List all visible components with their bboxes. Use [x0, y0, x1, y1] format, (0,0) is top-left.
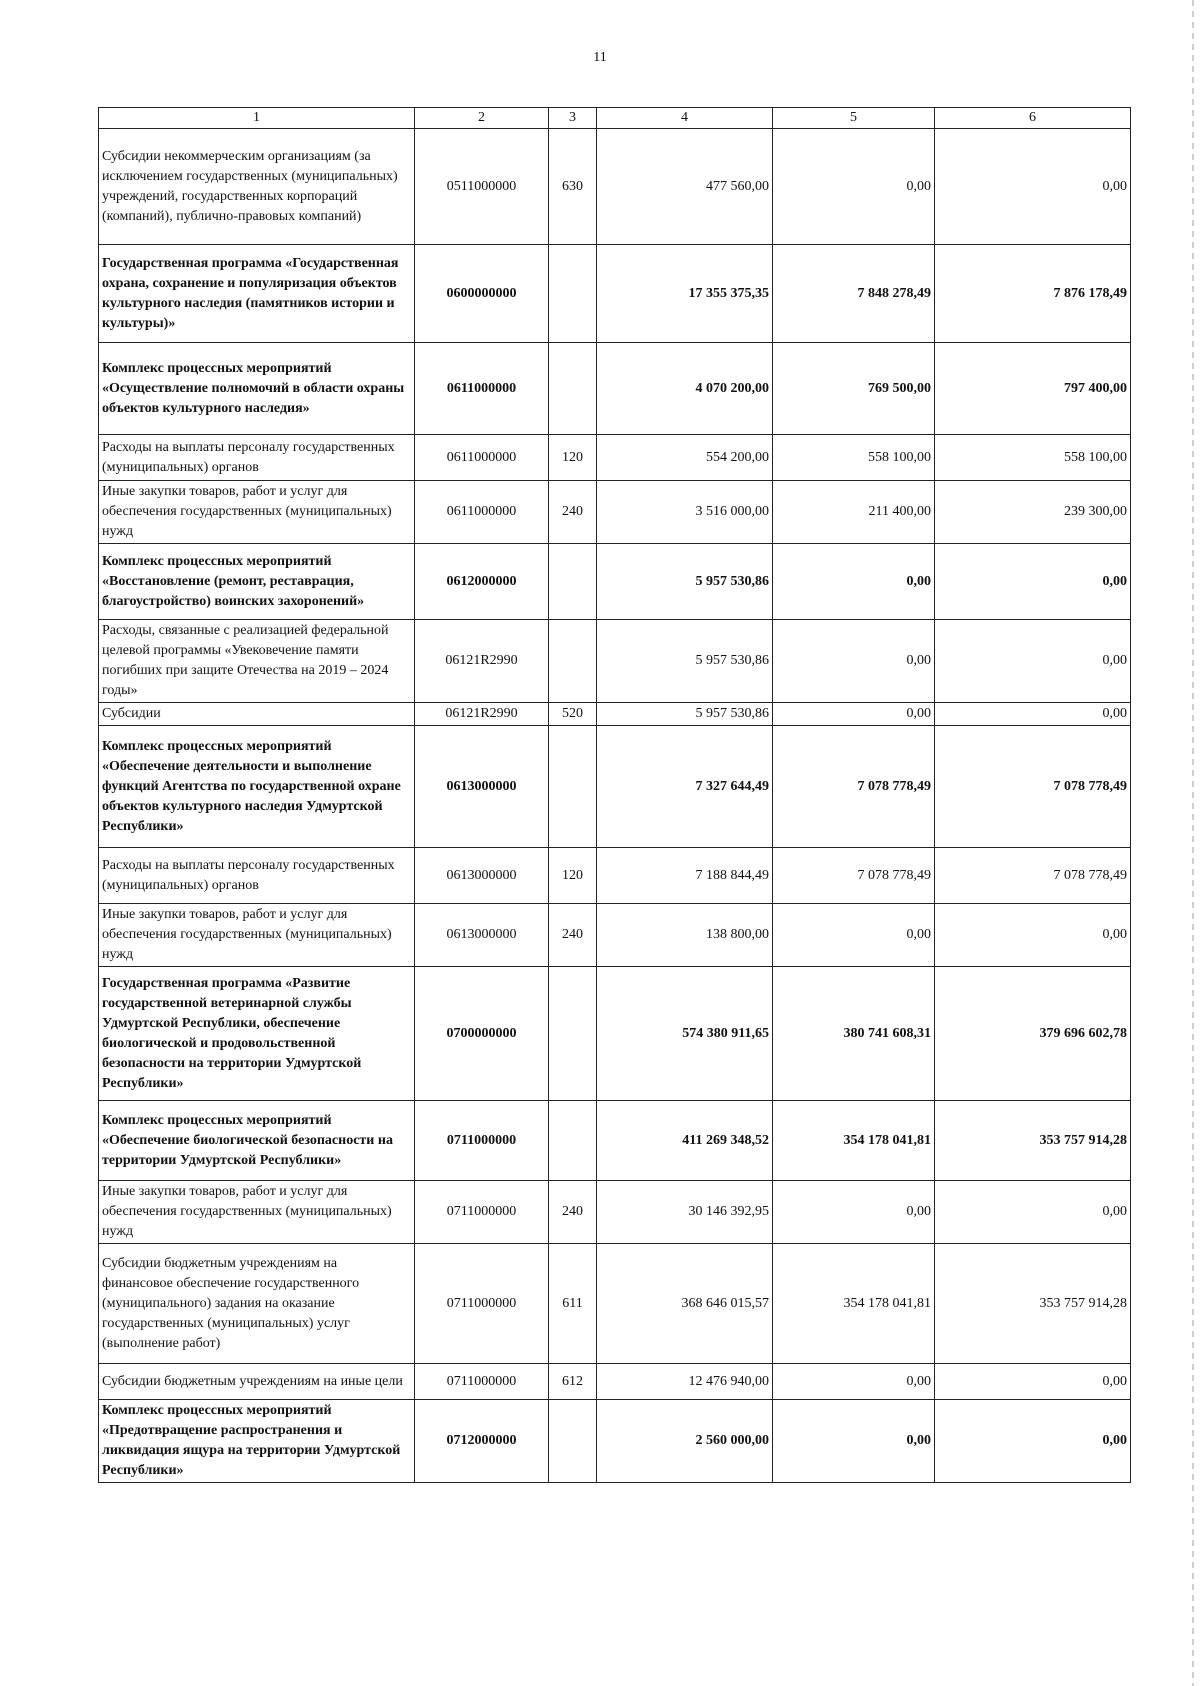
amount-2023-cell: 7 078 778,49 [773, 726, 935, 848]
target-code-cell: 0711000000 [415, 1244, 549, 1364]
amount-2024-cell: 0,00 [935, 129, 1131, 245]
item-name-cell: Субсидии бюджетным учреждениям на иные цели [99, 1364, 415, 1400]
table-row [99, 620, 1131, 703]
amount-2024-cell: 7 078 778,49 [935, 726, 1131, 848]
expense-type-cell: 630 [549, 129, 597, 245]
amount-2024-cell: 558 100,00 [935, 435, 1131, 481]
target-code-cell: 0700000000 [415, 967, 549, 1101]
amount-2023-cell: 0,00 [773, 1181, 935, 1244]
amount-2022-cell: 4 070 200,00 [597, 343, 773, 435]
amount-2024-cell: 0,00 [935, 544, 1131, 620]
expense-type-cell: 240 [549, 1181, 597, 1244]
amount-2024-cell: 797 400,00 [935, 343, 1131, 435]
target-code-cell: 0711000000 [415, 1364, 549, 1400]
amount-2022-cell: 17 355 375,35 [597, 245, 773, 343]
item-name-cell: Иные закупки товаров, работ и услуг для обеспечения государственных (муниципальных) нужд [99, 1181, 415, 1244]
expense-type-cell: 120 [549, 848, 597, 904]
item-name-cell: Расходы на выплаты персоналу государственных (муниципальных) органов [99, 435, 415, 481]
expense-type-cell [549, 1400, 597, 1483]
amount-2023-cell: 7 848 278,49 [773, 245, 935, 343]
target-code-cell: 0613000000 [415, 848, 549, 904]
target-code-cell: 0600000000 [415, 245, 549, 343]
table-row [99, 848, 1131, 904]
scan-edge-artifact [1192, 0, 1194, 1686]
target-code-cell: 0613000000 [415, 904, 549, 967]
item-name-cell: Иные закупки товаров, работ и услуг для обеспечения государственных (муниципальных) нужд [99, 904, 415, 967]
item-name-cell: Комплекс процессных мероприятий «Осуществление полномочий в области охраны объектов культурного наследия» [99, 343, 415, 435]
target-code-cell: 0712000000 [415, 1400, 549, 1483]
column-header: 1 [99, 108, 415, 129]
amount-2022-cell: 5 957 530,86 [597, 703, 773, 726]
target-code-cell: 0612000000 [415, 544, 549, 620]
amount-2023-cell: 0,00 [773, 544, 935, 620]
table-row [99, 967, 1131, 1101]
amount-2023-cell: 0,00 [773, 703, 935, 726]
amount-2023-cell: 0,00 [773, 904, 935, 967]
target-code-cell: 0611000000 [415, 435, 549, 481]
table-row [99, 904, 1131, 967]
table-row [99, 435, 1131, 481]
target-code-cell: 0511000000 [415, 129, 549, 245]
amount-2023-cell: 0,00 [773, 620, 935, 703]
amount-2024-cell: 353 757 914,28 [935, 1101, 1131, 1181]
amount-2022-cell: 2 560 000,00 [597, 1400, 773, 1483]
table-row [99, 1400, 1131, 1483]
column-header: 2 [415, 108, 549, 129]
column-header: 4 [597, 108, 773, 129]
expense-type-cell: 120 [549, 435, 597, 481]
table-row [99, 245, 1131, 343]
amount-2022-cell: 368 646 015,57 [597, 1244, 773, 1364]
amount-2024-cell: 0,00 [935, 620, 1131, 703]
item-name-cell: Субсидии некоммерческим организациям (за исключением государственных (муниципальных) учреждений, государственных корпораций (компаний), публично-правовых компаний) [99, 129, 415, 245]
expense-type-cell: 240 [549, 904, 597, 967]
amount-2022-cell: 554 200,00 [597, 435, 773, 481]
column-header: 5 [773, 108, 935, 129]
amount-2024-cell: 0,00 [935, 904, 1131, 967]
item-name-cell: Государственная программа «Государственная охрана, сохранение и популяризация объектов культурного наследия (памятников истории и культуры)» [99, 245, 415, 343]
amount-2023-cell: 0,00 [773, 129, 935, 245]
amount-2022-cell: 12 476 940,00 [597, 1364, 773, 1400]
column-header: 6 [935, 108, 1131, 129]
item-name-cell: Субсидии [99, 703, 415, 726]
item-name-cell: Комплекс процессных мероприятий «Обеспечение биологической безопасности на территории Удмуртской Республики» [99, 1101, 415, 1181]
page-number: 11 [593, 50, 607, 65]
item-name-cell: Комплекс процессных мероприятий «Восстановление (ремонт, реставрация, благоустройство) воинских захоронений» [99, 544, 415, 620]
amount-2022-cell: 411 269 348,52 [597, 1101, 773, 1181]
amount-2024-cell: 353 757 914,28 [935, 1244, 1131, 1364]
expense-type-cell [549, 620, 597, 703]
item-name-cell: Комплекс процессных мероприятий «Обеспечение деятельности и выполнение функций Агентства по государственной охране объектов культурного наследия Удмуртской Республики» [99, 726, 415, 848]
expense-type-cell: 520 [549, 703, 597, 726]
amount-2022-cell: 3 516 000,00 [597, 481, 773, 544]
amount-2023-cell: 354 178 041,81 [773, 1244, 935, 1364]
amount-2023-cell: 0,00 [773, 1400, 935, 1483]
amount-2023-cell: 211 400,00 [773, 481, 935, 544]
amount-2023-cell: 558 100,00 [773, 435, 935, 481]
expense-type-cell: 240 [549, 481, 597, 544]
target-code-cell: 0613000000 [415, 726, 549, 848]
amount-2024-cell: 7 876 178,49 [935, 245, 1131, 343]
amount-2024-cell: 379 696 602,78 [935, 967, 1131, 1101]
table-row [99, 1101, 1131, 1181]
amount-2024-cell: 239 300,00 [935, 481, 1131, 544]
target-code-cell: 0711000000 [415, 1101, 549, 1181]
amount-2022-cell: 7 327 644,49 [597, 726, 773, 848]
amount-2023-cell: 380 741 608,31 [773, 967, 935, 1101]
item-name-cell: Иные закупки товаров, работ и услуг для обеспечения государственных (муниципальных) нужд [99, 481, 415, 544]
column-number-row [99, 108, 1131, 129]
amount-2022-cell: 574 380 911,65 [597, 967, 773, 1101]
amount-2022-cell: 7 188 844,49 [597, 848, 773, 904]
amount-2022-cell: 5 957 530,86 [597, 544, 773, 620]
amount-2024-cell: 0,00 [935, 1400, 1131, 1483]
expense-type-cell [549, 726, 597, 848]
table-row [99, 726, 1131, 848]
amount-2022-cell: 5 957 530,86 [597, 620, 773, 703]
table-row [99, 703, 1131, 726]
table-row [99, 481, 1131, 544]
item-name-cell: Субсидии бюджетным учреждениям на финансовое обеспечение государственного (муниципального) задания на оказание государственных (муниципальных) услуг (выполнение работ) [99, 1244, 415, 1364]
amount-2022-cell: 477 560,00 [597, 129, 773, 245]
target-code-cell: 06121R2990 [415, 703, 549, 726]
amount-2022-cell: 138 800,00 [597, 904, 773, 967]
expense-type-cell [549, 245, 597, 343]
amount-2023-cell: 354 178 041,81 [773, 1101, 935, 1181]
expense-type-cell [549, 967, 597, 1101]
table-row [99, 1364, 1131, 1400]
table-row [99, 1244, 1131, 1364]
table-row [99, 544, 1131, 620]
amount-2024-cell: 7 078 778,49 [935, 848, 1131, 904]
table-row [99, 129, 1131, 245]
item-name-cell: Государственная программа «Развитие государственной ветеринарной службы Удмуртской Республики, обеспечение биологической и продовольственной безопасности на территории Удмуртской Республики» [99, 967, 415, 1101]
item-name-cell: Комплекс процессных мероприятий «Предотвращение распространения и ликвидация ящура на территории Удмуртской Республики» [99, 1400, 415, 1483]
expense-type-cell: 612 [549, 1364, 597, 1400]
table-row [99, 1181, 1131, 1244]
amount-2024-cell: 0,00 [935, 1181, 1131, 1244]
item-name-cell: Расходы на выплаты персоналу государственных (муниципальных) органов [99, 848, 415, 904]
amount-2023-cell: 769 500,00 [773, 343, 935, 435]
expense-type-cell [549, 1101, 597, 1181]
amount-2023-cell: 0,00 [773, 1364, 935, 1400]
amount-2024-cell: 0,00 [935, 1364, 1131, 1400]
expense-type-cell: 611 [549, 1244, 597, 1364]
amount-2024-cell: 0,00 [935, 703, 1131, 726]
expense-type-cell [549, 544, 597, 620]
item-name-cell: Расходы, связанные с реализацией федеральной целевой программы «Увековечение памяти погибших при защите Отечества на 2019 – 2024 годы» [99, 620, 415, 703]
budget-table [98, 107, 1131, 1483]
expense-type-cell [549, 343, 597, 435]
amount-2022-cell: 30 146 392,95 [597, 1181, 773, 1244]
target-code-cell: 0611000000 [415, 343, 549, 435]
target-code-cell: 0711000000 [415, 1181, 549, 1244]
table-row [99, 343, 1131, 435]
amount-2023-cell: 7 078 778,49 [773, 848, 935, 904]
column-header: 3 [549, 108, 597, 129]
target-code-cell: 06121R2990 [415, 620, 549, 703]
target-code-cell: 0611000000 [415, 481, 549, 544]
